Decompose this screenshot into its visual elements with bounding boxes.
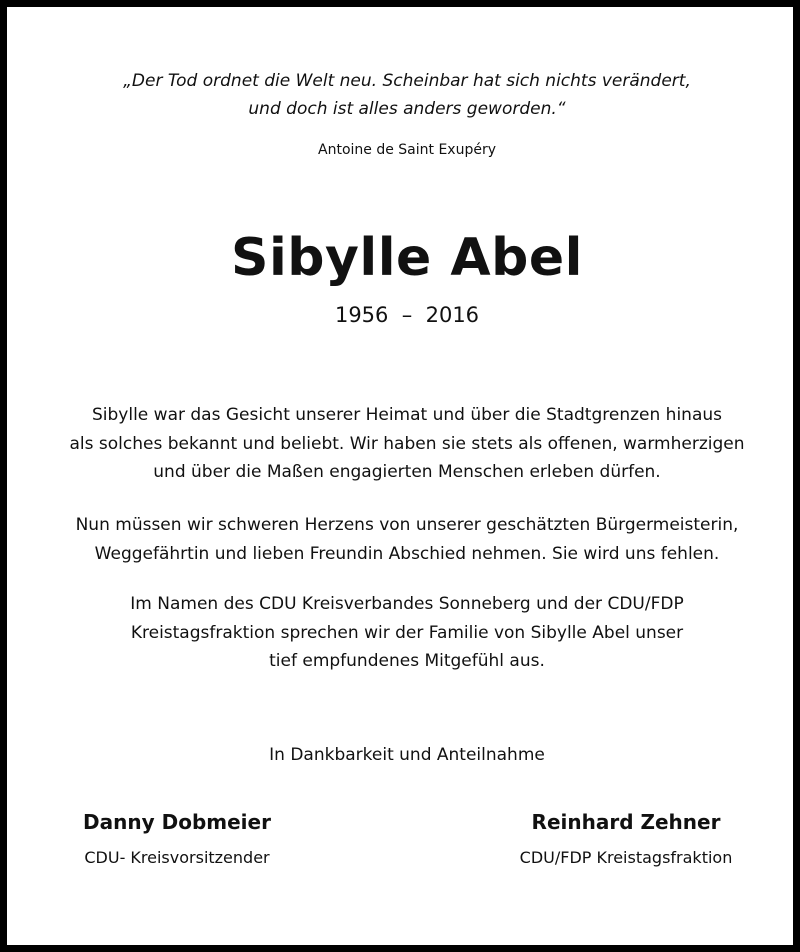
signer-role: CDU- Kreisvorsitzender [84, 848, 270, 867]
quote [7, 67, 800, 123]
quote-line: „Der Tod ordnet die Welt neu. Scheinbar hat sich nichts verändert, [123, 71, 691, 91]
signer-name: Danny Dobmeier [83, 810, 271, 834]
text-line: Nun müssen wir schweren Herzens von unserer geschätzten Bürgermeisterin, [75, 515, 739, 535]
farewell-paragraph [7, 511, 800, 568]
signer-block [12, 807, 342, 869]
signer-name: Reinhard Zehner [531, 810, 721, 834]
text-line: als solches bekannt und beliebt. Wir haben sie stets als offenen, warmherzigen [69, 433, 745, 454]
text-line: Weggefährtin und lieben Freundin Abschied nehmen. Sie wird uns fehlen. [94, 543, 720, 564]
tribute-paragraph [7, 401, 800, 487]
life-dates: 1956 – 2016 [334, 303, 480, 327]
signer-block [461, 807, 791, 869]
quote-author: Antoine de Saint Exupéry [318, 142, 496, 158]
quote-line: und doch ist alles anders geworden.“ [248, 99, 566, 119]
text-line: Im Namen des CDU Kreisverbandes Sonneberg und der CDU/FDP [130, 594, 684, 614]
text-line: und über die Maßen engagierten Menschen erleben dürfen. [153, 462, 661, 482]
condolence-paragraph [7, 590, 800, 676]
closing-phrase: In Dankbarkeit und Anteilnahme [269, 745, 545, 765]
text-line: Kreistagsfraktion sprechen wir der Familie von Sibylle Abel unser [130, 622, 684, 643]
text-line: Sibylle war das Gesicht unserer Heimat und über die Stadtgrenzen hinaus [92, 405, 722, 425]
text-line: tief empfundenes Mitgefühl aus. [269, 651, 545, 671]
deceased-name: Sibylle Abel [231, 228, 583, 288]
signer-role: CDU/FDP Kreistagsfraktion [519, 848, 733, 867]
